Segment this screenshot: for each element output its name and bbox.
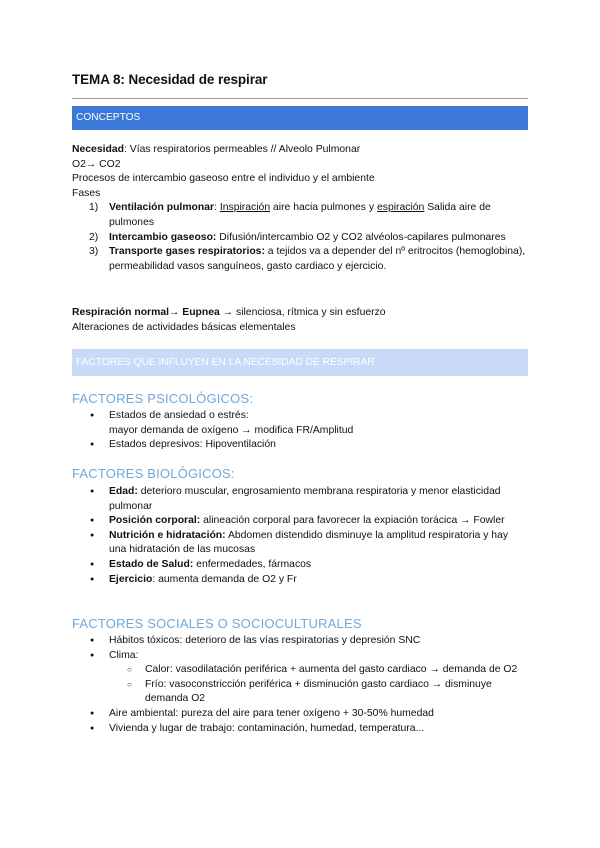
list-item: [72, 485, 528, 514]
sub-list-item: [72, 678, 528, 707]
bio-list: [72, 485, 528, 587]
list-item: [72, 722, 528, 737]
psico-section: [72, 409, 528, 453]
list-item-bold: Ventilación pulmonar: [109, 202, 215, 214]
list-item-text: Estados de ansiedad o estrés:: [109, 410, 249, 421]
section-band-factores: [72, 349, 528, 376]
list-item: [72, 409, 528, 438]
concepts-section: [72, 143, 528, 274]
list-item-bold: Nutrición e hidratación:: [109, 529, 226, 541]
list-item-bold: Intercambio gaseoso:: [109, 231, 217, 243]
necesidad-text: : Vías respiratorios permeables // Alveolo Pulmonar: [123, 144, 361, 155]
list-item-text: :: [214, 202, 220, 214]
respiracion-line: [72, 306, 528, 321]
bio-section: [72, 485, 528, 587]
list-item: [72, 231, 528, 246]
clima-sublist: [72, 663, 528, 707]
list-item-bold: Transporte gases respiratorios:: [109, 246, 265, 258]
list-item-text: Calor: vasodilatación periférica + aumenta del gasto cardiaco → demanda de O2: [145, 664, 518, 676]
list-item: [72, 514, 528, 529]
list-item-text: aire hacia pulmones y: [270, 202, 377, 214]
list-item-text: Aire ambiental: pureza del aire para tener oxígeno + 30-50% humedad: [109, 707, 434, 719]
list-item-text: a tejidos va a depender del nº eritrocitos (hemoglobina), permeabilidad vasos sanguíneos, gasto cardiaco y ejercicio.: [109, 246, 526, 272]
list-item-text: Difusión/intercambio O2 y CO2 alvéolos-capilares pulmonares: [216, 231, 506, 243]
list-item-text: Salida aire de pulmones: [109, 202, 491, 228]
list-item-text: Estados depresivos: Hipoventilación: [109, 439, 276, 451]
list-number: 1): [89, 202, 99, 214]
list-item-text: Clima:: [109, 649, 139, 661]
list-item: [72, 634, 528, 649]
list-item-text: Hábitos tóxicos: deterioro de las vías respiratorias y depresión SNC: [109, 635, 421, 646]
fases-list: [72, 201, 528, 274]
list-item: [72, 649, 528, 664]
social-list: [72, 634, 528, 663]
psico-list: [72, 409, 528, 453]
list-item-text: : aumenta demanda de O2 y Fr: [152, 573, 297, 585]
social-section: [72, 634, 528, 736]
heading-psicologicos: FACTORES PSICOLÓGICOS:: [72, 391, 254, 406]
respiracion-bold: Respiración normal→ Eupnea: [72, 307, 220, 318]
list-item: [72, 529, 528, 558]
list-item-text: Vivienda y lugar de trabajo: contaminación, humedad, temperatura...: [109, 722, 425, 734]
list-item-text: Frío: vasoconstricción periférica + disminución gasto cardiaco → disminuye demanda O2: [145, 678, 492, 705]
list-item-text: enfermedades, fármacos: [193, 558, 312, 570]
social-list-cont: [72, 707, 528, 736]
list-item-text: Abdomen distendido disminuye la amplitud respiratoria y hay una hidratación de las mucosas: [109, 529, 509, 556]
list-item-text: mayor demanda de oxígeno → modifica FR/Amplitud: [109, 424, 354, 436]
respiracion-section: [72, 306, 528, 335]
respiracion-text: → silenciosa, rítmica y sin esfuerzo: [219, 307, 386, 318]
necesidad-line: [72, 143, 528, 158]
list-item: [72, 573, 528, 588]
heading-biologicos: FACTORES BIOLÓGICOS:: [72, 466, 235, 481]
underlined-term: espiración: [376, 202, 425, 214]
alteraciones-line: Alteraciones de actividades básicas elementales: [72, 321, 296, 333]
heading-sociales: FACTORES SOCIALES O SOCIOCULTURALES: [72, 616, 362, 631]
necesidad-label: Necesidad: [72, 144, 124, 155]
page-title: TEMA 8: Necesidad de respirar: [72, 72, 268, 87]
list-number: 2): [89, 231, 99, 243]
list-item: [72, 245, 528, 274]
list-item-text: alineación corporal para favorecer la expiación torácica → Fowler: [200, 515, 505, 527]
list-item-bold: Edad:: [109, 486, 138, 497]
list-item-text: deterioro muscular, engrosamiento membrana respiratoria y menor elasticidad pulmonar: [109, 486, 501, 512]
list-item: [72, 707, 528, 722]
list-item-bold: Posición corporal:: [109, 515, 201, 527]
section-band-label: FACTORES QUE INFLUYEN EN LA NECESIDAD DE RESPIRAR: [76, 357, 375, 368]
underlined-term: Inspiración: [219, 202, 271, 214]
list-item-bold: Ejercicio: [109, 573, 153, 585]
list-item: [72, 201, 528, 230]
section-band-label: CONCEPTOS: [76, 112, 141, 123]
sub-list-item: [72, 663, 528, 678]
title-divider: [72, 98, 528, 99]
fases-label: Fases: [72, 187, 101, 199]
list-item: [72, 438, 528, 453]
list-item-bold: Estado de Salud:: [109, 558, 194, 570]
section-band-conceptos: [72, 106, 528, 130]
list-item: [72, 558, 528, 573]
o2-line: O2→ CO2: [72, 158, 121, 170]
list-number: 3): [89, 246, 99, 258]
procesos-line: Procesos de intercambio gaseoso entre el individuo y el ambiente: [72, 173, 375, 185]
